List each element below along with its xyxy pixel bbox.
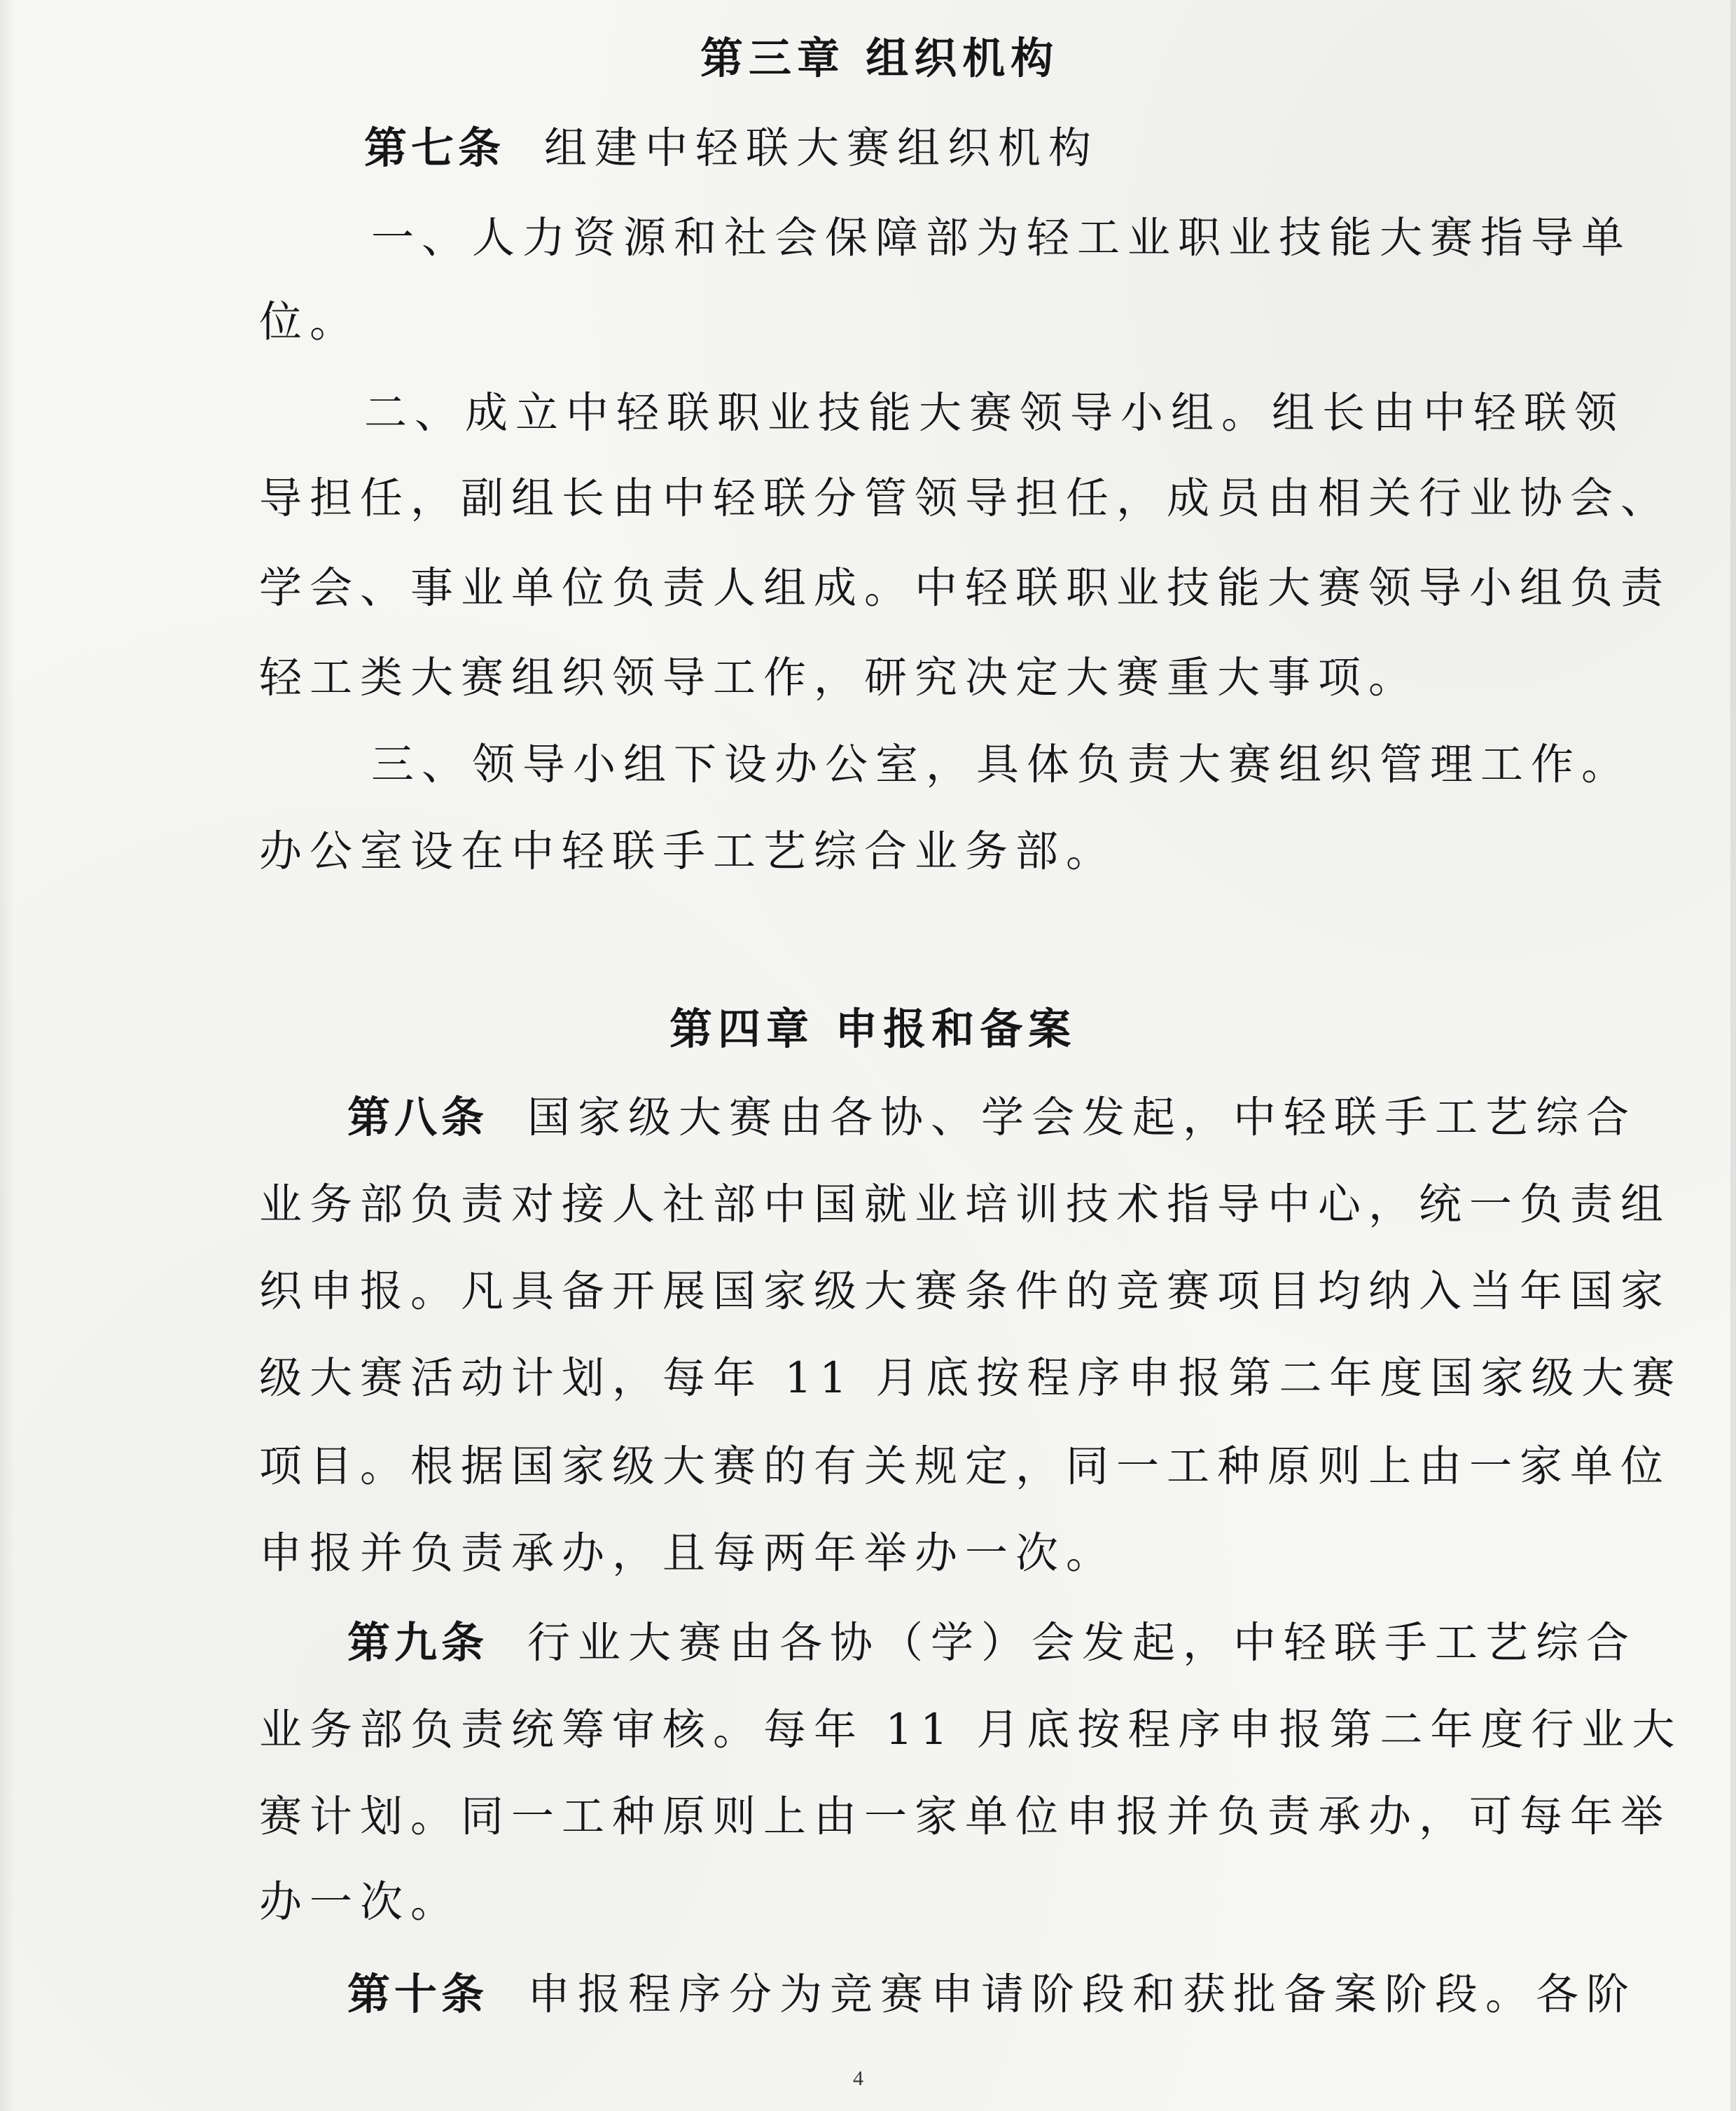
article-8-line-3: 织申报。凡具备开展国家级大赛条件的竞赛项目均纳入当年国家 xyxy=(259,1266,1672,1316)
article-8-line-6: 申报并负责承办，且每两年举办一次。 xyxy=(259,1528,1117,1578)
article-9-text: 行业大赛由各协（学）会发起，中轻联手工艺综合 xyxy=(527,1618,1637,1668)
article-8-label: 第八条 xyxy=(347,1093,489,1142)
scan-edge xyxy=(1730,0,1736,2111)
article-9-label: 第九条 xyxy=(347,1618,489,1668)
item-2-line-3: 学会、事业单位负责人组成。中轻联职业技能大赛领导小组负责 xyxy=(259,563,1672,613)
chapter-4-title: 第四章 申报和备案 xyxy=(669,1004,1077,1054)
article-8-line-4: 级大赛活动计划，每年 11 月底按程序申报第二年度国家级大赛 xyxy=(259,1353,1683,1403)
article-10-text: 申报程序分为竞赛申请阶段和获批备案阶段。各阶 xyxy=(527,1970,1637,2019)
article-8-line-2: 业务部负责对接人社部中国就业培训技术指导中心，统一负责组 xyxy=(259,1179,1672,1229)
item-1-line-1: 一、人力资源和社会保障部为轻工业职业技能大赛指导单 xyxy=(371,213,1632,263)
item-2-line-4: 轻工类大赛组织领导工作，研究决定大赛重大事项。 xyxy=(259,653,1419,702)
scan-shadow xyxy=(0,0,15,2111)
item-1-line-2: 位。 xyxy=(259,297,361,347)
article-7 xyxy=(364,120,1099,177)
item-3-line-2: 办公室设在中轻联手工艺综合业务部。 xyxy=(259,826,1117,876)
article-8-line-5: 项目。根据国家级大赛的有关规定，同一工种原则上由一家单位 xyxy=(259,1441,1672,1491)
item-2-line-2: 导担任，副组长由中轻联分管领导担任，成员由相关行业协会、 xyxy=(259,473,1672,523)
article-9-line-1 xyxy=(347,1615,1637,1671)
article-9-line-3: 赛计划。同一工种原则上由一家单位申报并负责承办，可每年举 xyxy=(259,1792,1672,1841)
article-8-line-1 xyxy=(347,1090,1637,1146)
article-9-line-2: 业务部负责统筹审核。每年 11 月底按程序申报第二年度行业大 xyxy=(259,1705,1683,1754)
page-number: 4 xyxy=(853,2067,863,2090)
article-9-line-4: 办一次。 xyxy=(259,1877,461,1927)
article-10-label: 第十条 xyxy=(347,1970,489,2019)
article-10-line-1 xyxy=(347,1967,1637,2023)
item-2-line-1: 二、成立中轻联职业技能大赛领导小组。组长由中轻联领 xyxy=(364,388,1625,438)
chapter-3-title: 第三章 组织机构 xyxy=(700,34,1060,83)
item-3-line-1: 三、领导小组下设办公室，具体负责大赛组织管理工作。 xyxy=(371,740,1632,789)
article-7-label: 第七条 xyxy=(364,123,506,173)
article-7-title: 组建中轻联大赛组织机构 xyxy=(544,123,1099,173)
article-8-text: 国家级大赛由各协、学会发起，中轻联手工艺综合 xyxy=(527,1093,1637,1142)
